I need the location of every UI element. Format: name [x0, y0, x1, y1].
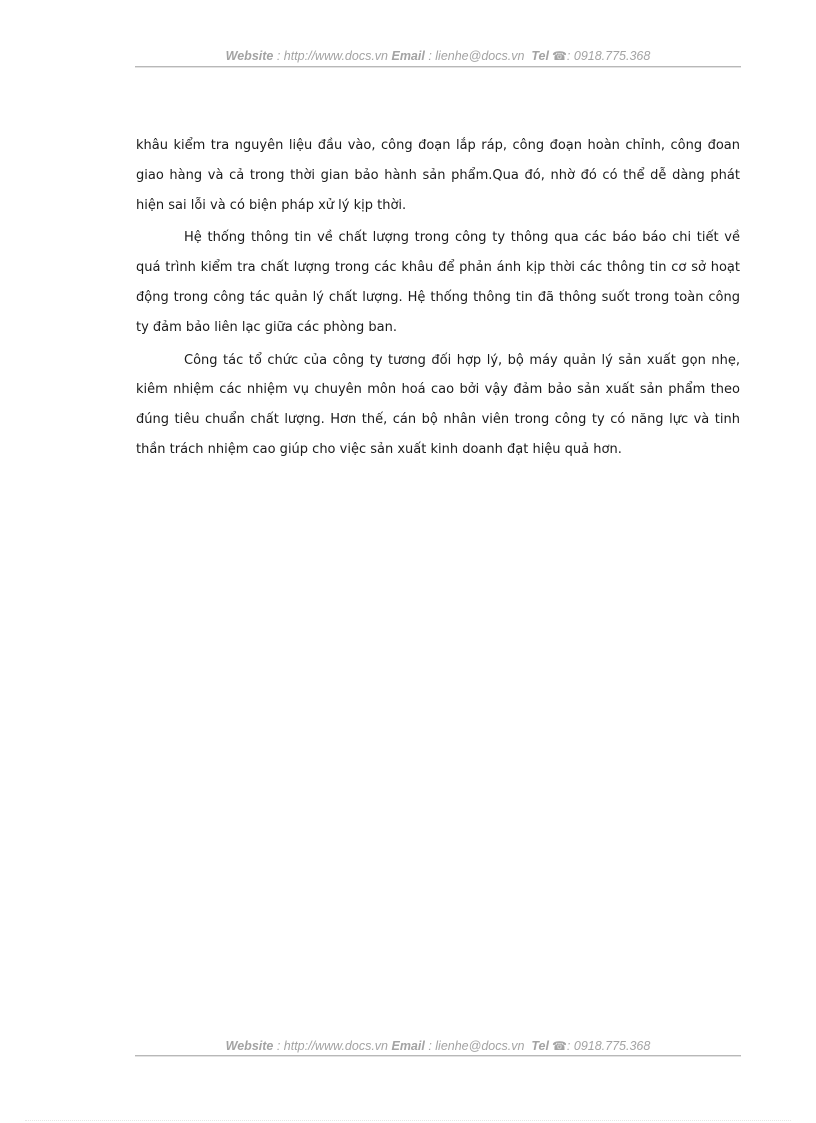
website-url[interactable]: http://www.docs.vn: [283, 49, 388, 63]
email-address[interactable]: lienhe@docs.vn: [435, 49, 525, 63]
document-body: [136, 131, 740, 468]
tel-label: Tel: [531, 49, 549, 63]
email-separator: :: [424, 49, 436, 63]
website-label: Website: [225, 49, 274, 63]
tel-label: Tel: [531, 1039, 549, 1053]
paragraph-1: khâu kiểm tra nguyên liệu đầu vào, công đoạn lắp ráp, công đoạn hoàn chỉnh, công đoan giao hàng và cả trong thời gian bảo hành sản phẩm.Qua đó, nhờ đó có thể dễ dàng phát hiện sai lỗi và có biện pháp xử lý kịp thời.: [136, 138, 740, 213]
email-label: Email: [391, 49, 425, 63]
website-label: Website: [225, 1039, 274, 1053]
email-address[interactable]: lienhe@docs.vn: [435, 1039, 525, 1053]
tel-number: 0918.775.368: [573, 1039, 651, 1053]
tel-separator: :: [566, 1039, 574, 1053]
footer-divider: [135, 1055, 741, 1056]
website-separator: :: [273, 1039, 284, 1053]
tel-separator: :: [566, 49, 574, 63]
paragraph-3: Công tác tổ chức của công ty tương đối hợp lý, bộ máy quản lý sản xuất gọn nhẹ, kiêm nhiệm các nhiệm vụ chuyên môn hoá cao bởi vậy đảm bảo sản xuất sản phẩm theo đúng tiêu chuẩn chất lượng. Hơn thế, cán bộ nhân viên trong công ty có năng lực và tinh thần trách nhiệm cao giúp cho việc sản xuất kinh doanh đạt hiệu quả hơn.: [136, 352, 740, 457]
paragraph-2: Hệ thống thông tin về chất lượng trong công ty thông qua các báo báo chi tiết về quá trình kiểm tra chất lượng trong các khâu để phản ánh kịp thời các thông tin cơ sở hoạt động trong công tác quản lý chất lượng. Hệ thống thông tin đã thông suốt trong toàn công ty đảm bảo liên lạc giữa các phòng ban.: [136, 230, 740, 335]
email-separator: :: [424, 1039, 436, 1053]
website-url[interactable]: http://www.docs.vn: [283, 1039, 388, 1053]
page-footer: [135, 1038, 741, 1054]
email-label: Email: [391, 1039, 425, 1053]
page-header: [135, 48, 741, 64]
header-divider: [135, 66, 741, 67]
tel-number: 0918.775.368: [573, 49, 651, 63]
page-bottom-edge: [25, 1120, 791, 1121]
telephone-icon: ☎: [551, 49, 567, 63]
telephone-icon: ☎: [551, 1039, 567, 1053]
website-separator: :: [273, 49, 284, 63]
